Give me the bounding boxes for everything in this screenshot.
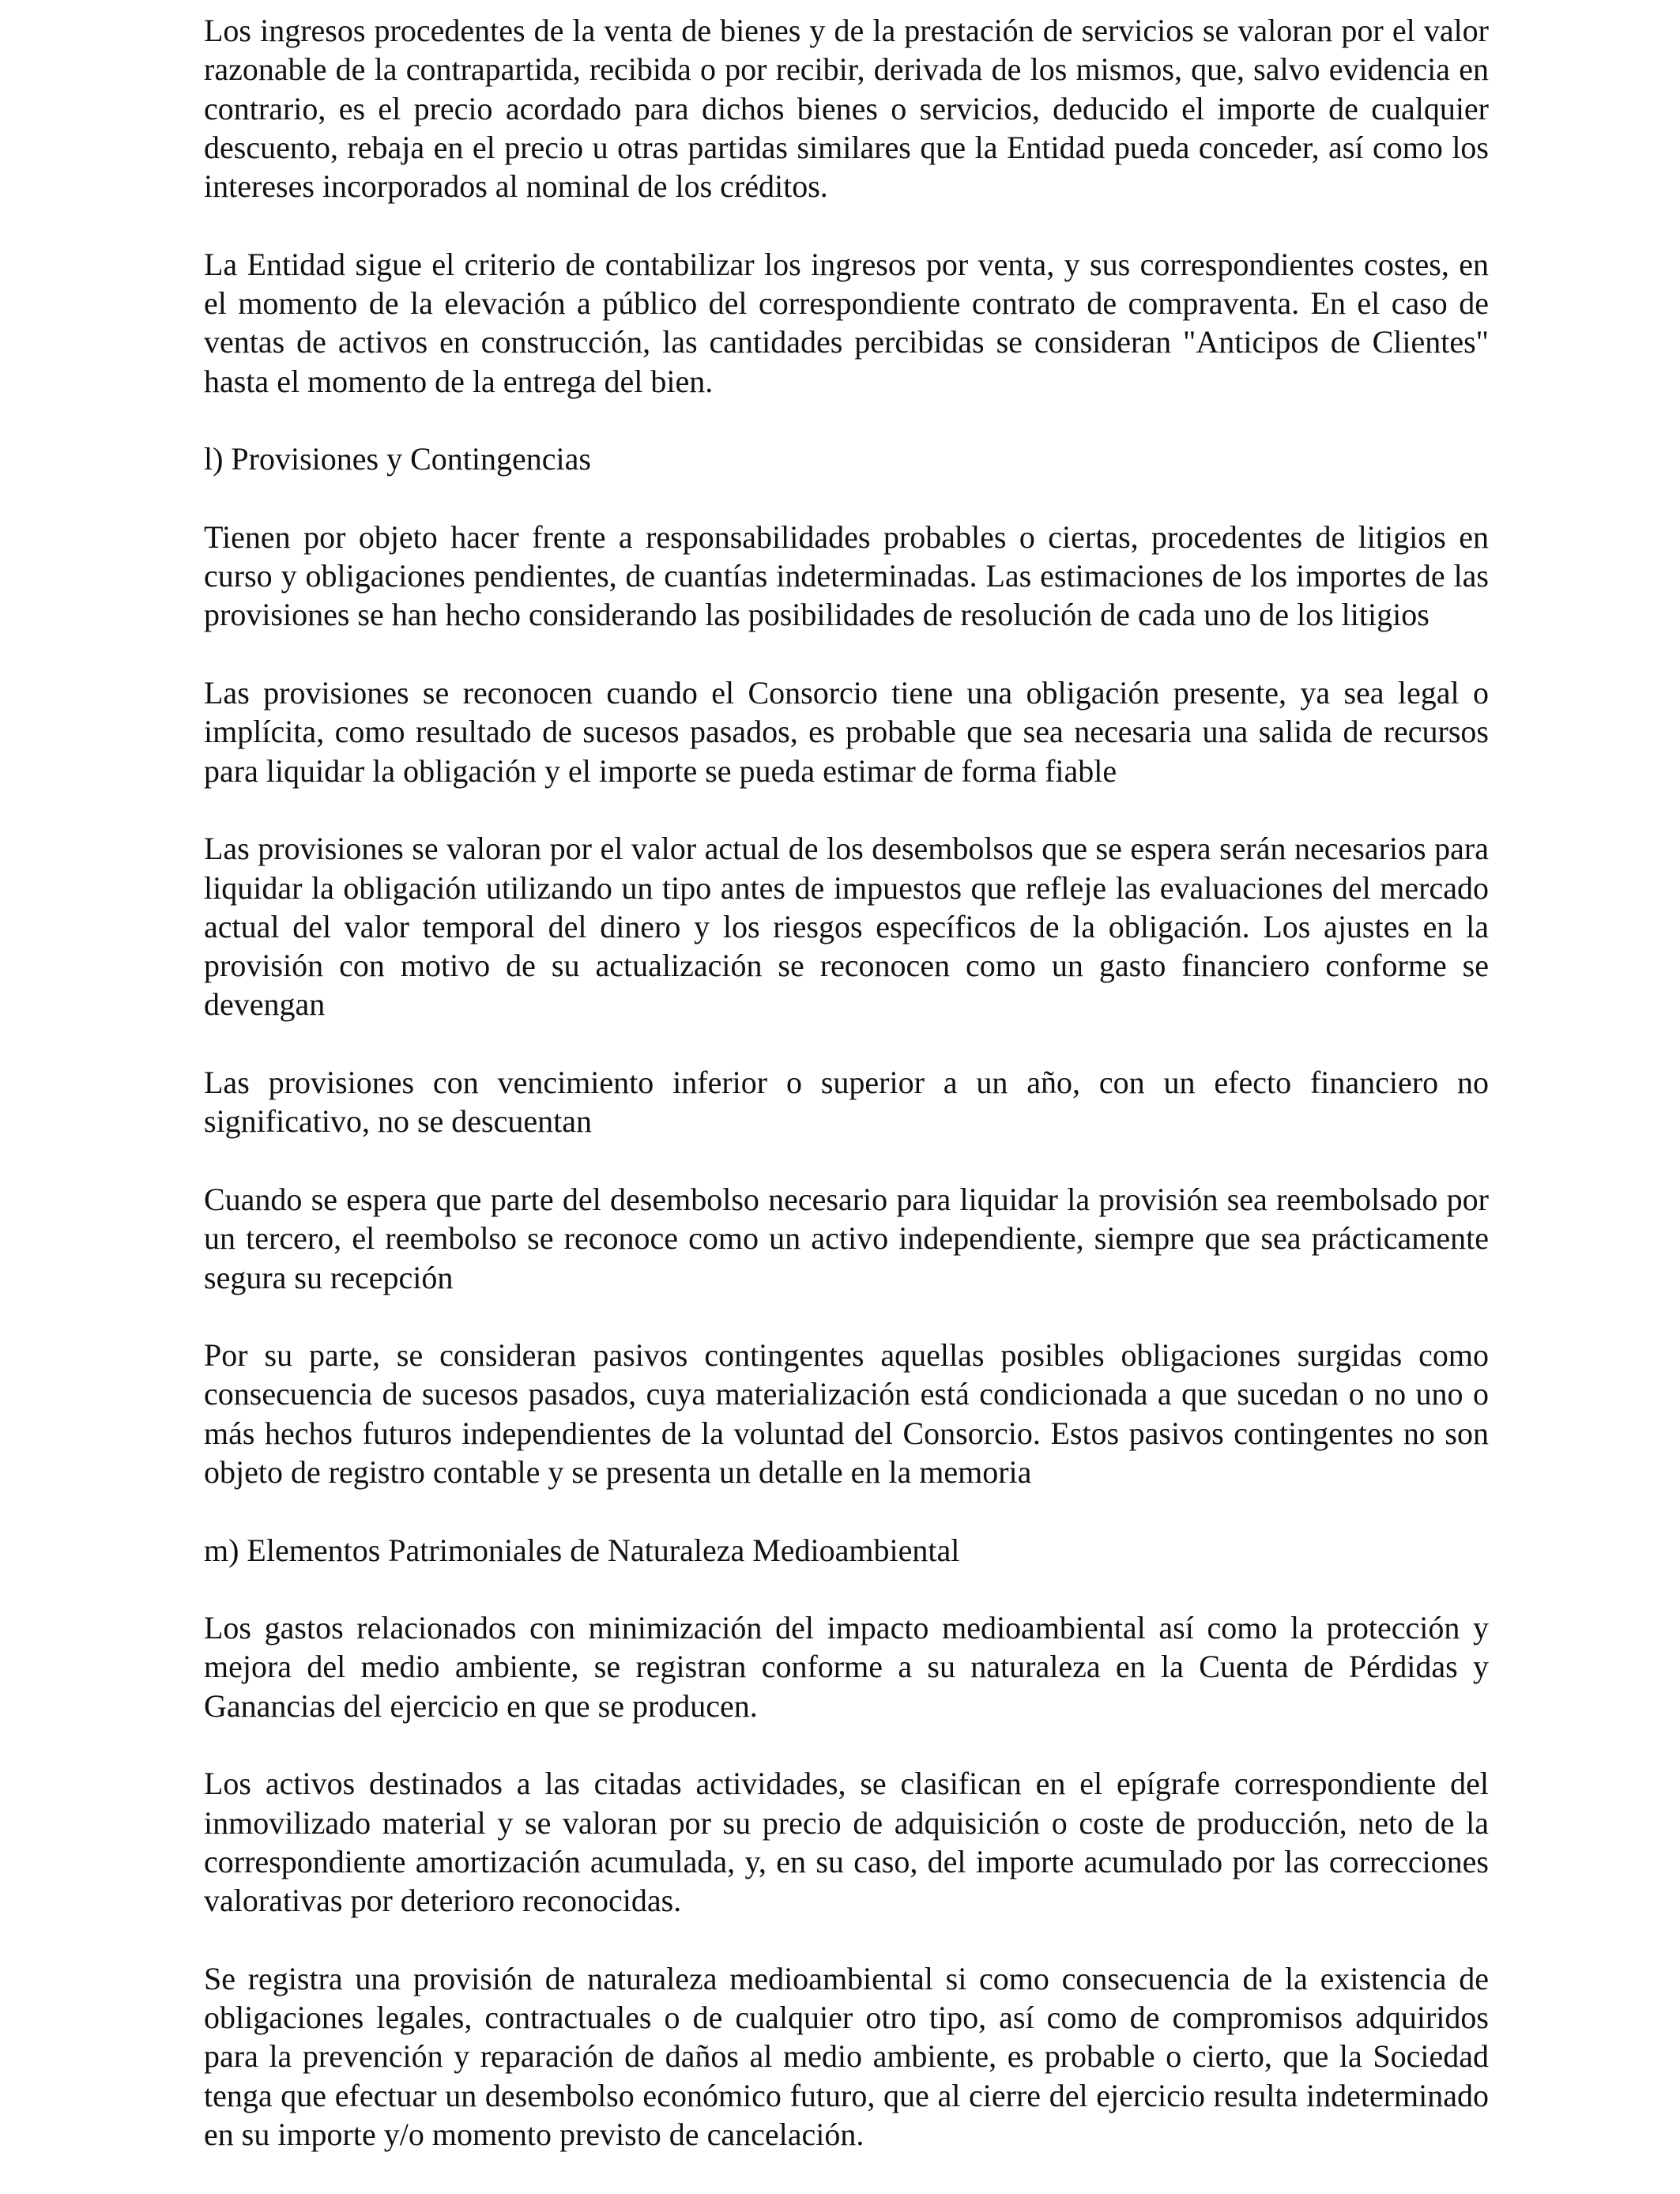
section-heading-environmental: m) Elementos Patrimoniales de Naturaleza Medioambiental [204, 1532, 960, 1568]
paragraph-provisions-recognition: Las provisiones se reconocen cuando el Consorcio tiene una obligación presente, ya sea legal o implícita, como resultado de sucesos pasados, es probable que sea necesaria una salida de recursos para liquidar la obligación y el importe se pueda estimar de forma fiable [204, 675, 1489, 789]
paragraph-provisions-discount: Las provisiones con vencimiento inferior o superior a un año, con un efecto financiero no significativo, no se descuentan [204, 1065, 1489, 1140]
section-heading-provisions: l) Provisiones y Contingencias [204, 441, 591, 477]
paragraph-environmental-provision: Se registra una provisión de naturaleza medioambiental si como consecuencia de la existencia de obligaciones legales, contractuales o de cualquier otro tipo, así como de compromisos adquiridos para la prevención y reparación de daños al medio ambiente, es probable o cierto, que la Sociedad tenga que efectuar un desembolso económico futuro, que al cierre del ejercicio resulta indeterminado en su importe y/o momento previsto de cancelación. [204, 1960, 1489, 2153]
paragraph-provisions-reimbursement: Cuando se espera que parte del desembolso necesario para liquidar la provisión sea reembolsado por un tercero, el reembolso se reconoce como un activo independiente, siempre que sea prácticamente segura su recepción [204, 1181, 1489, 1295]
paragraph-contingent-liabilities: Por su parte, se consideran pasivos contingentes aquellas posibles obligaciones surgidas como consecuencia de sucesos pasados, cuya materialización está condicionada a que sucedan o no uno o más hechos futuros independientes de la voluntad del Consorcio. Estos pasivos contingentes no son objeto de registro contable y se presenta un detalle en la memoria [204, 1337, 1489, 1490]
paragraph-environmental-expenses: Los gastos relacionados con minimización del impacto medioambiental así como la protección y mejora del medio ambiente, se registran conforme a su naturaleza en la Cuenta de Pérdidas y Ganancias del ejercicio en que se producen. [204, 1610, 1489, 1724]
paragraph-environmental-assets: Los activos destinados a las citadas actividades, se clasifican en el epígrafe correspondiente del inmovilizado material y se valoran por su precio de adquisición o coste de producción, neto de la correspondiente amortización acumulada, y, en su caso, del importe acumulado por las correcciones valorativas por deterioro reconocidas. [204, 1766, 1489, 1919]
paragraph-revenue-valuation: Los ingresos procedentes de la venta de bienes y de la prestación de servicios se valoran por el valor razonable de la contrapartida, recibida o por recibir, derivada de los mismos, que, salvo evidencia en contrario, es el precio acordado para dichos bienes o servicios, deducido el importe de cualquier descuento, rebaja en el precio u otras partidas similares que la Entidad pueda conceder, así como los intereses incorporados al nominal de los créditos. [204, 13, 1489, 205]
paragraph-provisions-purpose: Tienen por objeto hacer frente a responsabilidades probables o ciertas, procedentes de litigios en curso y obligaciones pendientes, de cuantías indeterminadas. Las estimaciones de los importes de las provisiones se han hecho considerando las posibilidades de resolución de cada uno de los litigios [204, 518, 1489, 633]
paragraph-provisions-valuation: Las provisiones se valoran por el valor actual de los desembolsos que se espera serán necesarios para liquidar la obligación utilizando un tipo antes de impuestos que refleje las evaluaciones del mercado actual del valor temporal del dinero y los riesgos específicos de la obligación. Los ajustes en la provisión con motivo de su actualización se reconocen como un gasto financiero conforme se devengan [204, 831, 1489, 1023]
document-page [204, 11, 1489, 2154]
paragraph-revenue-recognition: La Entidad sigue el criterio de contabilizar los ingresos por venta, y sus correspondientes costes, en el momento de la elevación a público del correspondiente contrato de compraventa. En el caso de ventas de activos en construcción, las cantidades percibidas se consideran "Anticipos de Clientes" hasta el momento de la entrega del bien. [204, 246, 1489, 399]
